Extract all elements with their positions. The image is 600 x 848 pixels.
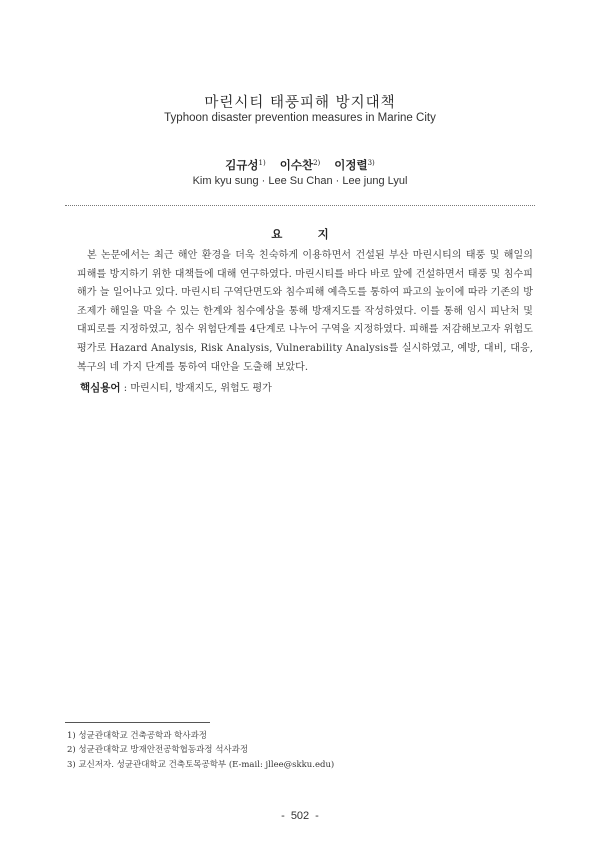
author-footnote-mark: 2) — [313, 159, 321, 167]
keywords-values: 마린시티, 방재지도, 위험도 평가 — [130, 383, 272, 394]
keywords — [80, 379, 272, 395]
author-name: 이정렬 — [334, 158, 368, 172]
title-english: Typhoon disaster prevention measures in Marine City — [164, 112, 436, 124]
author-name: 김규성 — [225, 158, 259, 172]
footnote: 1) 성균관대학교 건축공학과 학사과정 — [67, 731, 207, 741]
authors-english: Kim kyu sung · Lee Su Chan · Lee jung Lyul — [192, 175, 408, 187]
section-divider — [65, 205, 535, 206]
abstract-body: 본 논문에서는 최근 해안 환경을 더욱 친숙하게 이용하면서 건설된 부산 마린시티의 태풍 및 해일의 피해를 방지하기 위한 대책들에 대해 연구하였다. 마린시티를 바다 바로 앞에 건설하면서 태풍 및 침수피해가 늘 일어나고 있다. 마린시티 구역단면도와 침수피해 예측도를 통하여 파고의 높이에 따라 기존의 방조제가 해일을 막을 수 있는 한계와 침수예상을 통해 방재지도를 작성하였다. 이를 통해 임시 피난처 및 대피로를 지정하였고, 침수 위험단계를 4단계로 나누어 구역을 지정하였다. 피해를 저감해보고자 위험도 평가로 Hazard Analysis, Risk Analysis, Vulnerability Analysis를 실시하였고, 예방, 대비, 대응, 복구의 네 가지 단계를 통하여 대안을 도출해 보았다. — [77, 250, 533, 373]
author-footnote-mark: 3) — [367, 159, 375, 167]
title-korean: 마린시티 태풍피해 방지대책 — [204, 95, 396, 111]
footnote: 2) 성균관대학교 방재안전공학협동과정 석사과정 — [67, 745, 249, 756]
author-name: 이수찬 — [279, 158, 314, 172]
authors-korean — [0, 157, 600, 173]
footnotes — [67, 729, 334, 772]
author-footnote-mark: 1) — [258, 159, 266, 167]
page-number: - 502 - — [281, 810, 319, 822]
keywords-label: 핵심용어 — [80, 382, 121, 394]
footnote: 3) 교신저자. 성균관대학교 건축토목공학부 (E-mail: jllee@skku.edu) — [67, 759, 335, 770]
page-number-value: 502 — [290, 810, 310, 822]
abstract-heading: 요 지 — [271, 229, 345, 241]
keywords-separator: : — [123, 383, 128, 394]
footnote-rule — [65, 722, 210, 723]
